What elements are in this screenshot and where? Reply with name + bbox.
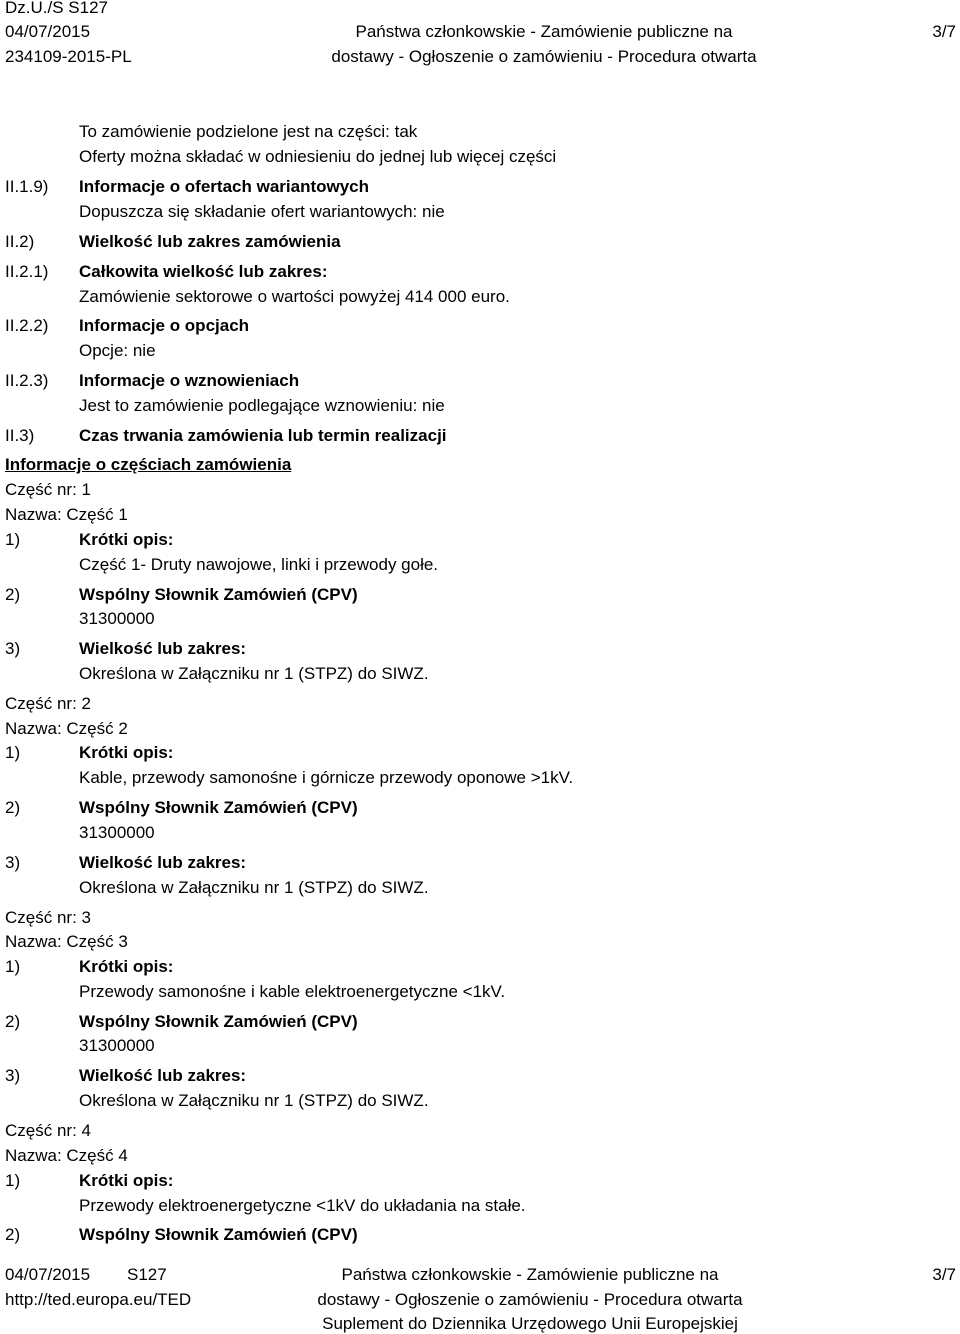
cpv-code: 31300000 xyxy=(79,609,155,628)
footer-issue: S127 xyxy=(127,1265,167,1284)
lots-heading: Informacje o częściach zamówienia xyxy=(5,455,292,474)
field-number: 2) xyxy=(5,1012,21,1031)
field-number: 1) xyxy=(5,530,21,549)
short-description-label: Krótki opis: xyxy=(79,743,174,762)
header-title-line1: Państwa członkowskie - Zamówienie publiczne na xyxy=(355,22,733,41)
footer-page-number: 3/7 xyxy=(932,1265,956,1284)
lot-number: Część nr: 2 xyxy=(5,694,91,713)
field-number: 1) xyxy=(5,957,21,976)
field-number: 1) xyxy=(5,1171,21,1190)
footer-url-link[interactable]: http://ted.europa.eu/TED xyxy=(5,1290,192,1309)
cpv-label: Wspólny Słownik Zamówień (CPV) xyxy=(79,1225,358,1244)
scope-label: Wielkość lub zakres: xyxy=(79,853,247,872)
header-page-number: 3/7 xyxy=(932,22,956,41)
lot-name: Nazwa: Część 1 xyxy=(5,505,128,524)
footer-title-line1: Państwa członkowskie - Zamówienie publiczne na xyxy=(341,1265,719,1284)
section-label: II.2.1) xyxy=(5,262,49,281)
scope-value: Określona w Załączniku nr 1 (STPZ) do SIWZ. xyxy=(79,664,429,683)
section-text: Dopuszcza się składanie ofert wariantowych: nie xyxy=(79,202,445,221)
section-text: Opcje: nie xyxy=(79,341,156,360)
section-heading: Informacje o opcjach xyxy=(79,316,250,335)
footer-date: 04/07/2015 xyxy=(5,1265,91,1284)
offers-text: Oferty można składać w odniesieniu do jednej lub więcej części xyxy=(79,147,557,166)
section-text: Zamówienie sektorowe o wartości powyżej 414 000 euro. xyxy=(79,287,510,306)
cpv-label: Wspólny Słownik Zamówień (CPV) xyxy=(79,1012,358,1031)
division-text: To zamówienie podzielone jest na części: tak xyxy=(79,122,418,141)
field-number: 1) xyxy=(5,743,21,762)
lot-number: Część nr: 3 xyxy=(5,908,91,927)
short-description-value: Przewody elektroenergetyczne <1kV do układania na stałe. xyxy=(79,1196,526,1215)
section-heading: Całkowita wielkość lub zakres: xyxy=(79,262,328,281)
field-number: 3) xyxy=(5,1066,21,1085)
lot-number: Część nr: 4 xyxy=(5,1121,91,1140)
cpv-code: 31300000 xyxy=(79,823,155,842)
lot-number: Część nr: 1 xyxy=(5,480,91,499)
field-number: 3) xyxy=(5,639,21,658)
notice-id: 234109-2015-PL xyxy=(5,47,132,66)
short-description-label: Krótki opis: xyxy=(79,1171,174,1190)
section-label: II.2) xyxy=(5,232,35,251)
short-description-value: Kable, przewody samonośne i górnicze przewody oponowe >1kV. xyxy=(79,768,574,787)
section-heading: Informacje o wznowieniach xyxy=(79,371,300,390)
cpv-label: Wspólny Słownik Zamówień (CPV) xyxy=(79,585,358,604)
journal-reference: Dz.U./S S127 xyxy=(5,0,108,17)
section-text: Jest to zamówienie podlegające wznowieniu: nie xyxy=(79,396,445,415)
short-description-label: Krótki opis: xyxy=(79,530,174,549)
section-heading: Wielkość lub zakres zamówienia xyxy=(79,232,341,251)
scope-label: Wielkość lub zakres: xyxy=(79,1066,247,1085)
section-label: II.2.3) xyxy=(5,371,49,390)
short-description-value: Część 1- Druty nawojowe, linki i przewody gołe. xyxy=(79,555,439,574)
cpv-code: 31300000 xyxy=(79,1036,155,1055)
field-number: 3) xyxy=(5,853,21,872)
section-heading: Czas trwania zamówienia lub termin realizacji xyxy=(79,426,447,445)
scope-value: Określona w Załączniku nr 1 (STPZ) do SIWZ. xyxy=(79,878,429,897)
scope-value: Określona w Załączniku nr 1 (STPZ) do SIWZ. xyxy=(79,1091,429,1110)
section-heading: Informacje o ofertach wariantowych xyxy=(79,177,370,196)
header-title-line2: dostawy - Ogłoszenie o zamówieniu - Procedura otwarta xyxy=(331,47,757,66)
section-label: II.2.2) xyxy=(5,316,49,335)
scope-label: Wielkość lub zakres: xyxy=(79,639,247,658)
footer-title-line3: Suplement do Dziennika Urzędowego Unii Europejskiej xyxy=(322,1314,738,1333)
cpv-label: Wspólny Słownik Zamówień (CPV) xyxy=(79,798,358,817)
short-description-label: Krótki opis: xyxy=(79,957,174,976)
lot-name: Nazwa: Część 2 xyxy=(5,719,128,738)
header-date: 04/07/2015 xyxy=(5,22,91,41)
section-label: II.1.9) xyxy=(5,177,49,196)
section-label: II.3) xyxy=(5,426,35,445)
field-number: 2) xyxy=(5,798,21,817)
lot-name: Nazwa: Część 4 xyxy=(5,1146,128,1165)
field-number: 2) xyxy=(5,1225,21,1244)
field-number: 2) xyxy=(5,585,21,604)
short-description-value: Przewody samonośne i kable elektroenergetyczne <1kV. xyxy=(79,982,506,1001)
footer-title-line2: dostawy - Ogłoszenie o zamówieniu - Procedura otwarta xyxy=(317,1290,743,1309)
lot-name: Nazwa: Część 3 xyxy=(5,932,128,951)
